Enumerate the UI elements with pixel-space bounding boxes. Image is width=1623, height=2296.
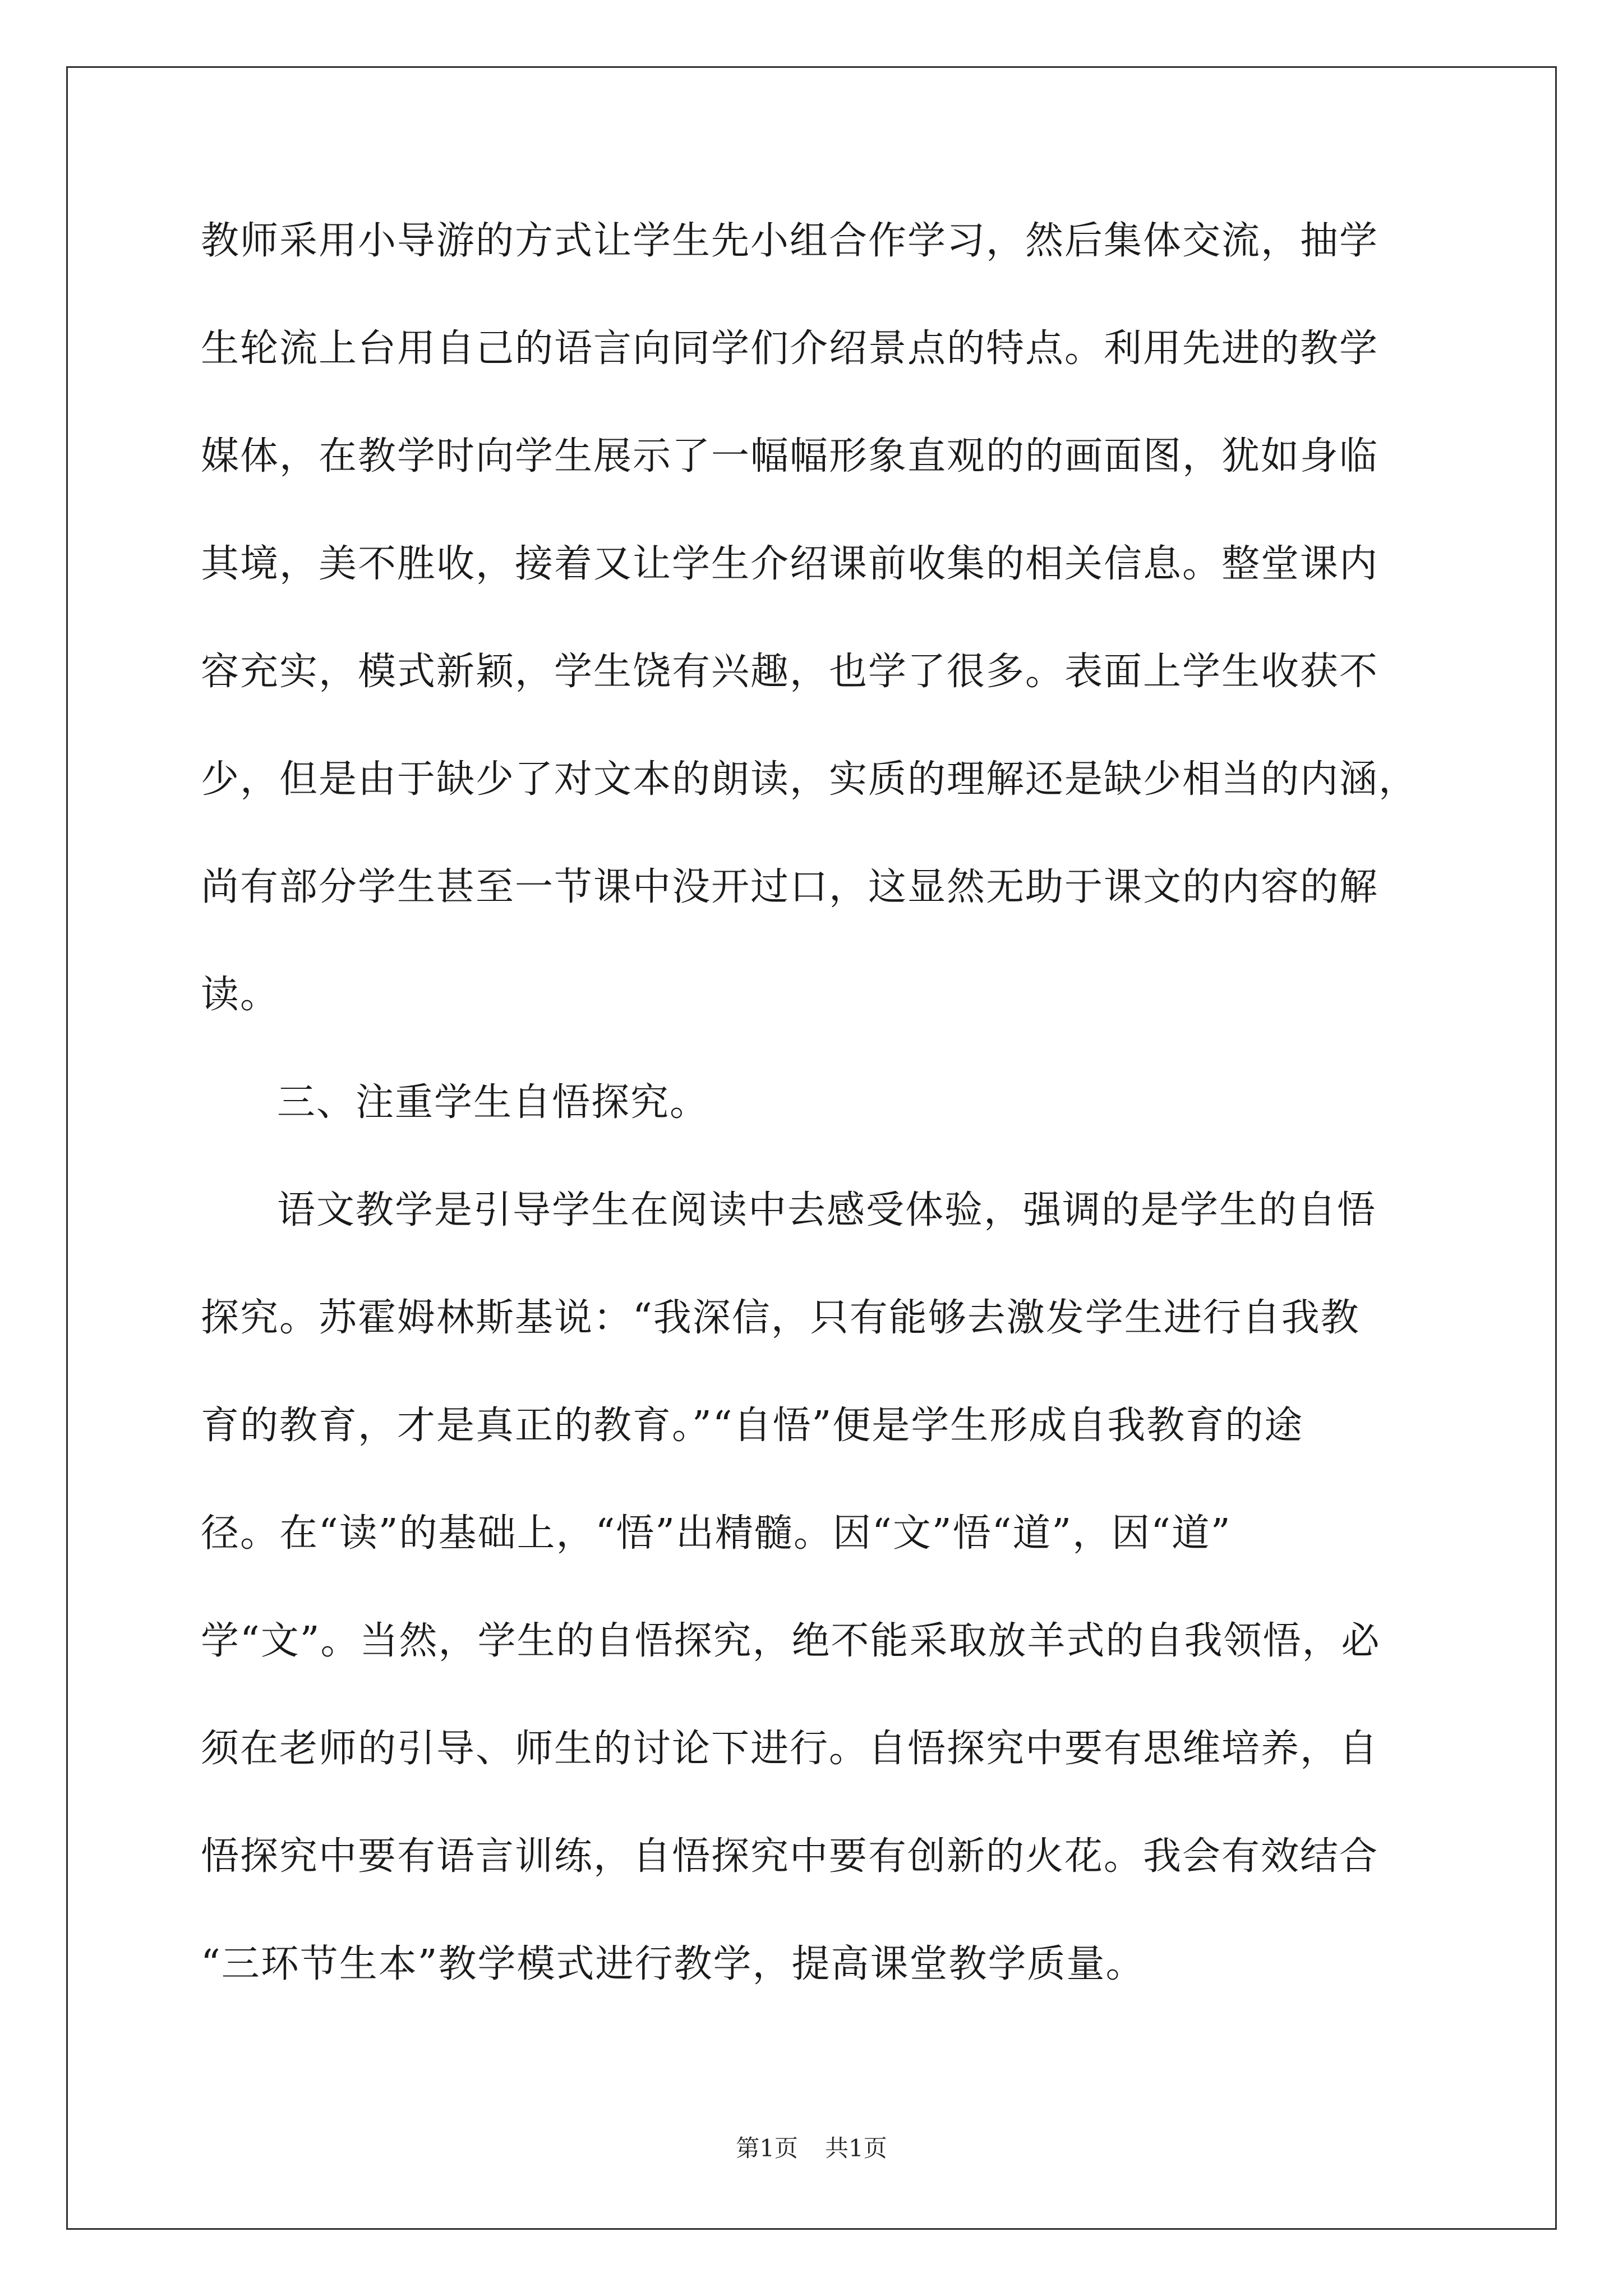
page-number: 第1页 xyxy=(736,2134,798,2162)
text-line: 读。 xyxy=(201,973,280,1017)
text-line: 教师采用小导游的方式让学生先小组合作学习，然后集体交流，抽学 xyxy=(201,219,1379,263)
text-line: 须在老师的引导、师生的讨论下进行。自悟探究中要有思维培养，自 xyxy=(201,1727,1379,1771)
text-line: 探究。苏霍姆林斯基说：“我深信，只有能够去激发学生进行自我教 xyxy=(201,1296,1360,1340)
text-line: 语文教学是引导学生在阅读中去感受体验，强调的是学生的自悟 xyxy=(277,1188,1377,1232)
text-line: 径。在“读”的基础上，“悟”出精髓。因“文”悟“道”，因“道” xyxy=(201,1511,1232,1556)
page-footer xyxy=(0,2132,1623,2165)
text-line: 悟探究中要有语言训练，自悟探究中要有创新的火花。我会有效结合 xyxy=(201,1834,1379,1879)
text-line: 尚有部分学生甚至一节课中没开过口，这显然无助于课文的内容的解 xyxy=(201,865,1379,909)
text-line: “三环节生本”教学模式进行教学，提高课堂教学质量。 xyxy=(201,1942,1145,1986)
document-body xyxy=(201,208,1435,2039)
text-line: 媒体，在教学时向学生展示了一幅幅形象直观的的画面图，犹如身临 xyxy=(201,434,1379,478)
text-line: 其境，美不胜收，接着又让学生介绍课前收集的相关信息。整堂课内 xyxy=(201,542,1379,586)
section-heading: 三、注重学生自悟探究。 xyxy=(277,1080,709,1125)
text-line: 学“文”。当然，学生的自悟探究，绝不能采取放羊式的自我领悟，必 xyxy=(201,1619,1381,1663)
text-line: 少，但是由于缺少了对文本的朗读，实质的理解还是缺少相当的内涵， xyxy=(201,757,1418,802)
text-line: 生轮流上台用自己的语言向同学们介绍景点的特点。利用先进的教学 xyxy=(201,326,1379,371)
page-total: 共1页 xyxy=(825,2134,887,2162)
text-line: 育的教育，才是真正的教育。”“自悟”便是学生形成自我教育的途 xyxy=(201,1404,1304,1448)
text-line: 容充实，模式新颖，学生饶有兴趣，也学了很多。表面上学生收获不 xyxy=(201,650,1379,694)
